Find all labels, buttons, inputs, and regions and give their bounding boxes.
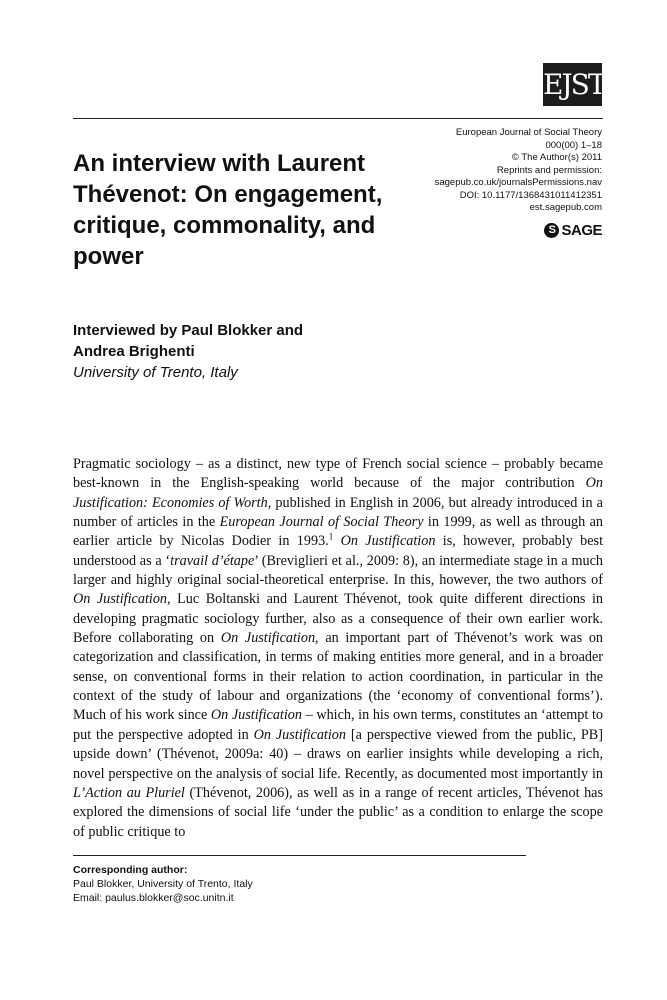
journal-reprints: Reprints and permission: [496,164,602,176]
journal-permissions-link[interactable]: sagepub.co.uk/journalsPermissions.nav [434,177,602,188]
corresponding-email[interactable]: Email: paulus.blokker@soc.unitn.it [73,892,234,904]
corresponding-label: Corresponding author: [73,864,188,876]
journal-doi[interactable]: DOI: 10.1177/1368431011412351 [459,189,602,201]
publisher-logo [544,222,602,239]
author-block [73,320,473,383]
journal-name: European Journal of Social Theory [455,127,602,138]
author-names-line2: Andrea Brighenti [73,343,195,360]
journal-copyright: © The Author(s) 2011 [511,152,602,163]
corresponding-author-block [73,863,473,905]
author-names-line1: Interviewed by Paul Blokker and [73,322,304,339]
journal-volume: 000(00) 1–18 [545,139,602,151]
author-affiliation: University of Trento, Italy [73,364,238,381]
body-paragraph: Pragmatic sociology – as a distinct, new type of French social science – probably became best-known in the English-speaking world because of the major contribution On Justification: Economies of Worth, published in English in 2006, but already introduced in a number of articles in the European Journal of Social Theory in 1999, as well as through an earlier article by Nicolas Dodier in 1993.$^1$ On Justification is, however, probably best understood as a ‘travail d’étape’ (Breviglieri et al., 2009: 8), an intermediate stage in a much larger and highly original social-theoretical enterprise. In this, however, the two authors of On Justification, Luc Boltanski and Laurent Thévenot, took quite different directions in developing pragmatic sociology further, also as a consequence of their own earlier work. Before collaborating on On Justification, an important part of Thévenot’s work was on categorization and classification, in terms of making entities more general, and in a broader sense, on conventional forms in their relation to action coordination, in particular in the context of the study of labour and organizations (the ‘economy of conventional forms’). Much of his work since On Justification – which, in his own terms, constitutes an ‘attempt to put the perspective adopted in On Justification [a perspective viewed from the public, PB] upside down’ (Thévenot, 2009a: 40) – draws on earlier insights while developing a rich, novel perspective on the analysis of social life. Recently, as documented most importantly in L’Action au Pluriel (Thévenot, 2006), as well as in a range of recent articles, Thévenot has explored the dimensions of social life ‘under the public’ as a condition to enlarge the scope of public critique to [73,456,604,840]
article-title: An interview with Laurent Thévenot: On engagement, critique, commonality, and power [73,150,383,270]
journal-info [382,127,602,215]
footnote-rule [73,855,526,856]
sage-icon: S [544,223,559,238]
corresponding-name: Paul Blokker, University of Trento, Italy [73,878,253,890]
journal-logo: EJST [543,63,602,106]
publisher-name: SAGE [561,222,602,239]
header-rule [73,118,603,119]
footnote-marker[interactable]: 1 [328,531,334,542]
journal-website-link[interactable]: est.sagepub.com [529,202,602,213]
